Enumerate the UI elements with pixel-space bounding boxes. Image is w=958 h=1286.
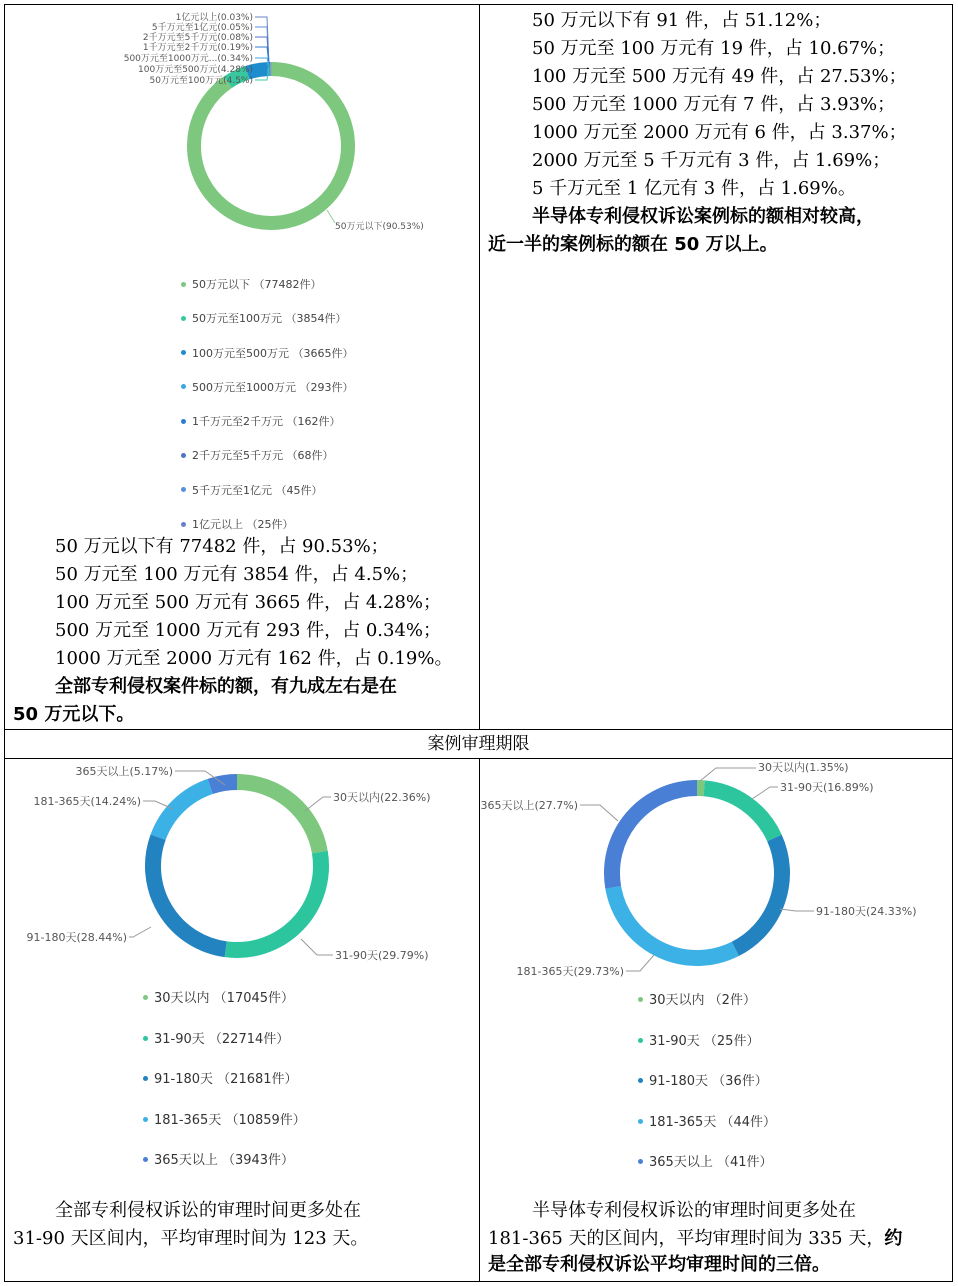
slice-label: 50万元以下(90.53%) bbox=[335, 222, 424, 232]
leader-line bbox=[129, 927, 151, 937]
donut-slice bbox=[704, 788, 774, 838]
slice-label: 181-365天(29.73%) bbox=[516, 965, 624, 978]
legend-item bbox=[181, 414, 353, 448]
legend-item bbox=[143, 1149, 306, 1190]
legend-dot bbox=[638, 1078, 643, 1083]
text-duration-semi-2a: 181-365 天的区间内，平均审理时间为 335 天， bbox=[488, 1228, 885, 1249]
leader-line bbox=[327, 210, 335, 223]
legend-label: 365天以上 （3943件） bbox=[154, 1153, 295, 1169]
text-duration-semi-2b: 约 bbox=[884, 1228, 903, 1249]
legend-label: 30天以内 （2件） bbox=[649, 993, 756, 1008]
legend-item bbox=[181, 277, 353, 311]
slice-label: 91-180天(28.44%) bbox=[26, 931, 127, 944]
cell-duration-semiconductor bbox=[479, 758, 953, 1282]
slice-label: 365天以上(5.17%) bbox=[75, 765, 173, 778]
legend-item bbox=[143, 1109, 306, 1150]
legend-label: 91-180天 （21681件） bbox=[154, 1072, 298, 1088]
legend-label: 365天以上 （41件） bbox=[649, 1155, 773, 1171]
donut-slice bbox=[612, 788, 697, 887]
leader-line bbox=[626, 955, 654, 971]
donut-duration-semiconductor bbox=[480, 759, 953, 989]
legend-item bbox=[181, 448, 353, 482]
leader-line bbox=[255, 37, 269, 65]
leader-line bbox=[700, 768, 756, 781]
text-line: 5 千万元至 1 亿元有 3 件，占 1.69%。 bbox=[532, 178, 856, 199]
legend-label: 181-365天 （44件） bbox=[649, 1114, 776, 1130]
text-duration-all-2: 31-90 天区间内，平均审理时间为 123 天。 bbox=[13, 1228, 369, 1249]
slice-label: 31-90天(16.89%) bbox=[780, 781, 874, 794]
legend-amount-all bbox=[181, 277, 353, 551]
slice-label: 365天以上(27.7%) bbox=[480, 799, 578, 812]
legend-dot bbox=[181, 282, 186, 287]
legend-dot bbox=[143, 1076, 148, 1081]
slice-label: 500万元至1000万元...(0.34%) bbox=[123, 54, 253, 64]
donut-slice bbox=[613, 887, 735, 958]
text-duration-all-1: 全部专利侵权诉讼的审理时间更多处在 bbox=[55, 1200, 361, 1221]
slice-label: 50万元至100万元(4.5%) bbox=[149, 76, 253, 86]
legend-label: 1千万元至2千万元 （162件） bbox=[192, 415, 341, 429]
legend-label: 30天以内 （17045件） bbox=[154, 991, 295, 1006]
slice-label: 30天以内(22.36%) bbox=[333, 791, 431, 804]
legend-dot bbox=[143, 1117, 148, 1122]
leader-line bbox=[752, 787, 778, 799]
section-header bbox=[4, 729, 953, 759]
slice-label: 1亿元以上(0.03%) bbox=[175, 13, 253, 23]
legend-item bbox=[638, 1111, 776, 1152]
slice-label: 100万元至500万元(4.28%) bbox=[138, 65, 253, 75]
legend-label: 100万元至500万元 （3665件） bbox=[192, 346, 354, 360]
slice-label: 2千万元至5千万元(0.08%) bbox=[142, 33, 253, 43]
legend-dot bbox=[181, 350, 186, 355]
legend-item bbox=[143, 1068, 306, 1109]
cell-amount-all bbox=[4, 4, 480, 730]
slice-label: 30天以内(1.35%) bbox=[758, 761, 849, 774]
text-duration-semi-1: 半导体专利侵权诉讼的审理时间更多处在 bbox=[532, 1200, 856, 1221]
legend-dot bbox=[181, 453, 186, 458]
legend-item bbox=[143, 1028, 306, 1069]
text-amount-all bbox=[55, 533, 452, 701]
legend-dot bbox=[638, 1159, 643, 1164]
legend-item bbox=[638, 1030, 776, 1071]
text-line: 50 万元以下有 77482 件，占 90.53%； bbox=[55, 536, 389, 557]
legend-label: 50万元以下 （77482件） bbox=[192, 278, 322, 291]
slice-label: 181-365天(14.24%) bbox=[33, 795, 141, 808]
donut-slice bbox=[153, 837, 226, 949]
donut-slice bbox=[226, 852, 321, 950]
donut-amount-all bbox=[5, 5, 480, 285]
legend-label: 181-365天 （10859件） bbox=[154, 1112, 306, 1128]
legend-label: 1亿元以上 （25件） bbox=[192, 518, 294, 532]
legend-label: 500万元至1000万元 （293件） bbox=[192, 380, 354, 394]
donut-slice bbox=[194, 69, 348, 223]
slice-label: 1千万元至2千万元(0.19%) bbox=[142, 43, 253, 53]
legend-label: 31-90天 （25件） bbox=[649, 1033, 760, 1049]
text-line: 100 万元至 500 万元有 3665 件，占 4.28%； bbox=[55, 592, 442, 613]
text-amount-semiconductor bbox=[532, 7, 907, 231]
cell-amount-semiconductor bbox=[479, 4, 953, 730]
legend-dot bbox=[143, 1036, 148, 1041]
legend-label: 5千万元至1亿元 （45件） bbox=[192, 483, 323, 497]
legend-label: 2千万元至5千万元 （68件） bbox=[192, 449, 334, 463]
legend-item bbox=[638, 989, 776, 1030]
text-conclusion: 全部专利侵权案件标的额，有九成左右是在 bbox=[55, 676, 397, 697]
section-title: 案例审理期限 bbox=[427, 734, 530, 754]
legend-dot bbox=[638, 1119, 643, 1124]
text-line: 50 万元以下有 91 件，占 51.12%； bbox=[532, 10, 832, 31]
leader-line bbox=[780, 909, 814, 911]
slice-label: 91-180天(24.33%) bbox=[816, 905, 917, 918]
cell-duration-all bbox=[4, 758, 480, 1282]
legend-item bbox=[181, 311, 353, 345]
text-line: 1000 万元至 2000 万元有 162 件，占 0.19%。 bbox=[55, 648, 453, 669]
legend-item bbox=[181, 483, 353, 517]
legend-label: 91-180天 （36件） bbox=[649, 1074, 768, 1090]
leader-line bbox=[580, 805, 618, 821]
legend-item bbox=[181, 346, 353, 380]
legend-dot bbox=[638, 1038, 643, 1043]
donut-slice bbox=[735, 838, 782, 949]
legend-dot bbox=[181, 384, 186, 389]
legend-dot bbox=[181, 522, 186, 527]
legend-dot bbox=[638, 997, 643, 1002]
slice-label: 5千万元至1亿元(0.05%) bbox=[151, 23, 253, 33]
leader-line bbox=[301, 939, 333, 955]
text-line: 500 万元至 1000 万元有 293 件，占 0.34%； bbox=[55, 620, 442, 641]
legend-dot bbox=[181, 316, 186, 321]
text-conclusion: 50 万元以下。 bbox=[13, 704, 135, 725]
text-line: 1000 万元至 2000 万元有 6 件，占 3.37%； bbox=[532, 122, 907, 143]
legend-item bbox=[181, 380, 353, 414]
legend-dot bbox=[181, 487, 186, 492]
text-line: 100 万元至 500 万元有 49 件，占 27.53%； bbox=[532, 66, 907, 87]
text-duration-semi-2 bbox=[488, 1225, 902, 1253]
text-line: 50 万元至 100 万元有 3854 件，占 4.5%； bbox=[55, 564, 419, 585]
legend-item bbox=[638, 1070, 776, 1111]
donut-slice bbox=[158, 786, 210, 837]
text-line: 50 万元至 100 万元有 19 件，占 10.67%； bbox=[532, 38, 896, 59]
legend-label: 50万元至100万元 （3854件） bbox=[192, 312, 347, 326]
slice-label: 31-90天(29.79%) bbox=[335, 949, 429, 962]
legend-dot bbox=[181, 419, 186, 424]
text-duration-semi-3: 是全部专利侵权诉讼平均审理时间的三倍。 bbox=[488, 1254, 830, 1275]
donut-duration-all bbox=[5, 759, 480, 989]
legend-duration-semiconductor bbox=[638, 989, 776, 1192]
donut-slice bbox=[237, 782, 320, 852]
legend-dot bbox=[143, 995, 148, 1000]
text-conclusion: 近一半的案例标的额在 50 万以上。 bbox=[488, 234, 778, 255]
text-line: 2000 万元至 5 千万元有 3 件，占 1.69%； bbox=[532, 150, 891, 171]
legend-dot bbox=[143, 1157, 148, 1162]
text-conclusion: 半导体专利侵权诉讼案例标的额相对较高， bbox=[532, 206, 874, 227]
legend-label: 31-90天 （22714件） bbox=[154, 1031, 290, 1047]
legend-duration-all bbox=[143, 987, 306, 1190]
legend-item bbox=[638, 1151, 776, 1192]
text-line: 500 万元至 1000 万元有 7 件，占 3.93%； bbox=[532, 94, 896, 115]
legend-item bbox=[143, 987, 306, 1028]
